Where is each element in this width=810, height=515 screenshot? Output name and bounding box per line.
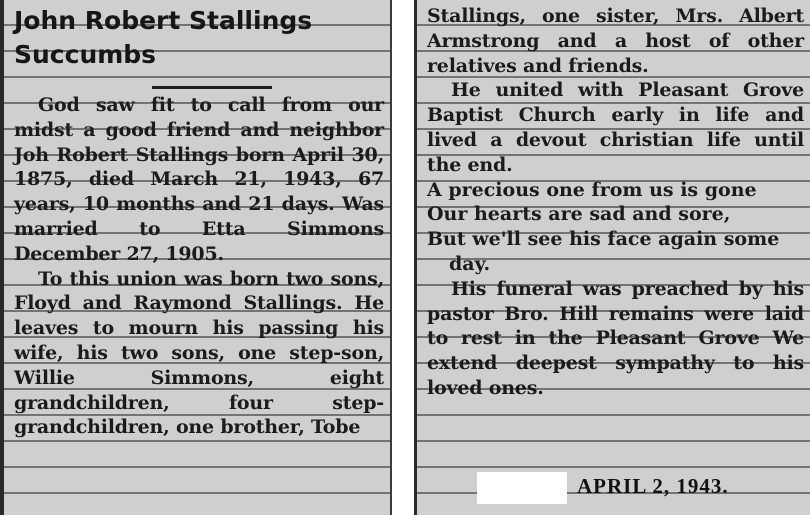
left-column — [0, 0, 392, 515]
paragraph-2: To this union was born two sons, Floyd and Raymond Stallings. He leaves to mourn his passing his wife, his two sons, one step-son, Willie Simmons, eight grandchildren, four step-grandchildren, one brother, Tobe — [14, 267, 384, 439]
paragraph-continued: Stallings, one sister, Mrs. Albert Armstrong and a host of other relatives and friends. — [427, 5, 804, 77]
headline-rule — [152, 86, 272, 89]
headline-line-1: John Robert Stallings — [14, 6, 313, 35]
poem-line-3: But we'll see his face again some — [427, 228, 780, 251]
poem-line-1: A precious one from us is gone — [427, 178, 757, 201]
paragraph-3: He united with Pleasant Grove Baptist Church early in life and lived a devout christian life until the end. — [427, 79, 804, 176]
blank-patch — [477, 472, 567, 504]
paragraph-1: God saw fit to call from our midst a good friend and neighbor Joh Robert Stallings born April 30, 1875, died March 21, 1943, 67 years, 10 months and 21 days. Was married to Etta Simmons December 27, 1905. — [14, 94, 384, 265]
poem-line-2: Our hearts are sad and sore, — [427, 203, 731, 226]
poem-line-4: day. — [449, 252, 491, 275]
right-column — [414, 0, 810, 515]
headline — [14, 4, 384, 72]
headline-line-2: Succumbs — [14, 40, 157, 69]
dateline: APRIL 2, 1943. — [577, 474, 729, 498]
poem — [427, 178, 804, 277]
paragraph-4: His funeral was preached by his pastor Bro. Hill remains were laid to rest in the Pleasant Grove We extend deepest sympathy to his loved ones. — [427, 277, 804, 399]
